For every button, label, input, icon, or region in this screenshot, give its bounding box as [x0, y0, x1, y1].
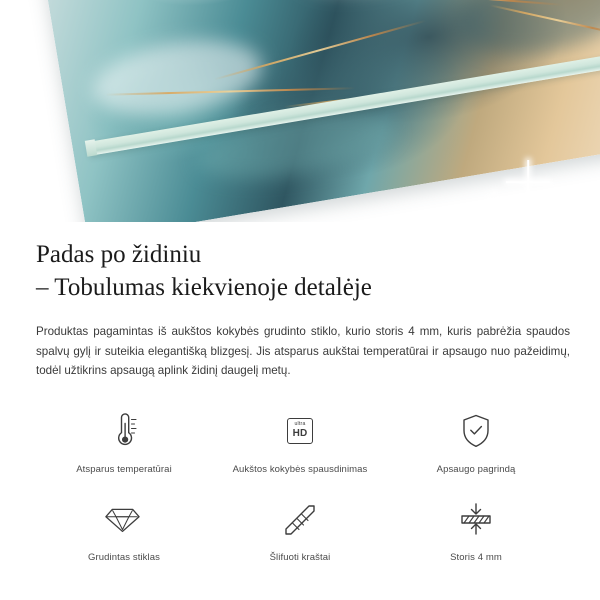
ultra-hd-icon — [287, 407, 313, 455]
hero-image — [0, 0, 600, 222]
description-paragraph: Produktas pagamintas iš aukštos kokybės grudinto stiklo, kurio storis 4 mm, kuris pabrėžia spaudos spalvų gylį ir suteikia elegantišką blizgesį. Jis atsparus aukštai temperatūrai ir apsaugo nuo pažeidimų, todėl užtikrins apsaugą aplink židinį daugelį metų. — [36, 325, 570, 377]
thermometer-icon — [107, 407, 141, 455]
feature-item-surface-protection — [388, 407, 564, 475]
ultra-hd-bottom-text: HD — [292, 427, 308, 439]
feature-item-tempered-glass — [36, 495, 212, 563]
sparkle-icon — [538, 186, 564, 212]
feature-item-polished-edges — [212, 495, 388, 563]
polished-edge-icon — [282, 495, 318, 543]
feature-label: Grudintas stiklas — [88, 551, 160, 563]
feature-label: Šlifuoti kraštai — [269, 551, 331, 563]
page-title-line1: Padas po židiniu — [36, 241, 202, 268]
page-title — [36, 238, 564, 304]
feature-item-print-quality — [212, 407, 388, 475]
ultra-hd-top-text: ultra — [294, 421, 306, 428]
feature-label: Aukštos kokybės spausdinimas — [232, 463, 368, 475]
feature-label: Storis 4 mm — [450, 551, 502, 563]
content-area — [0, 238, 600, 563]
sparkle-icon — [486, 192, 502, 208]
thickness-icon — [457, 495, 495, 543]
shield-check-icon — [459, 407, 493, 455]
feature-item-thickness — [388, 495, 564, 563]
feature-item-temperature — [36, 407, 212, 475]
feature-label: Atsparus temperatūrai — [76, 463, 172, 475]
page-title-line2: – Tobulumas kiekvienoje detalėje — [36, 274, 372, 301]
diamond-icon — [105, 495, 143, 543]
feature-label: Apsaugo pagrindą — [436, 463, 516, 475]
hero-image-inner — [0, 0, 600, 222]
feature-grid — [36, 407, 564, 563]
